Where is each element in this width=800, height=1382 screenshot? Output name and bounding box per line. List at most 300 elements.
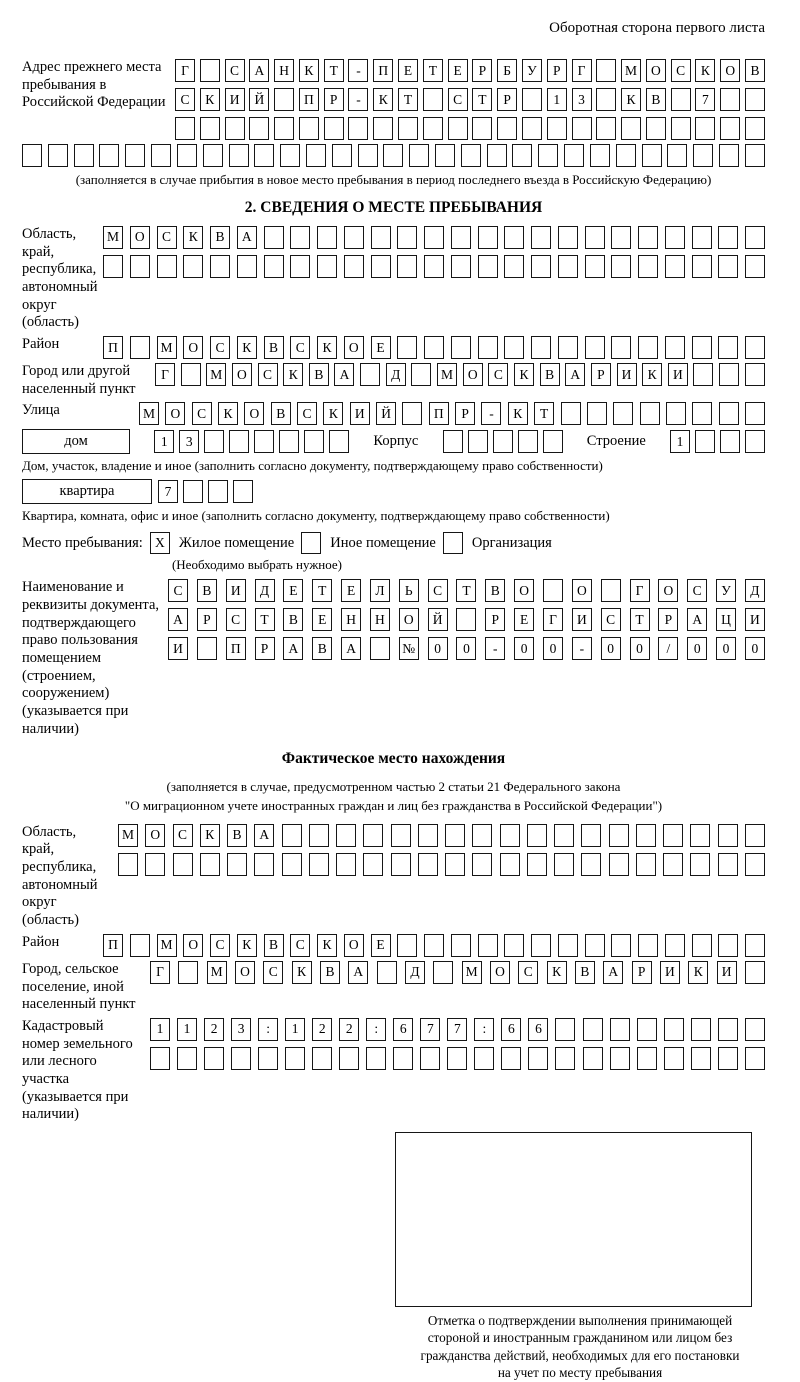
char-cell: 1 — [547, 88, 567, 111]
char-cell: Д — [386, 363, 406, 386]
actual-location-note-line-1: (заполняется в случае, предусмотренном частью 2 статьи 21 Федерального закона — [166, 779, 621, 795]
char-cell: С — [290, 934, 310, 957]
char-cell — [745, 117, 765, 140]
char-cell — [596, 59, 616, 82]
char-cell — [666, 402, 686, 425]
house-note: Дом, участок, владение и иное (заполнить согласно документу, подтверждающему право собственности) — [22, 458, 603, 474]
char-cell — [718, 255, 738, 278]
district-line — [103, 336, 765, 359]
char-cell — [478, 226, 498, 249]
char-cell: 0 — [630, 637, 650, 660]
char-cell: В — [646, 88, 666, 111]
char-cell — [177, 1047, 197, 1070]
char-cell — [208, 480, 228, 503]
char-cell: П — [226, 637, 246, 660]
char-cell: М — [118, 824, 138, 847]
char-cell — [360, 363, 380, 386]
char-cell: Н — [274, 59, 294, 82]
char-cell — [555, 1018, 575, 1041]
char-cell: В — [283, 608, 303, 631]
char-cell — [497, 117, 517, 140]
char-cell — [383, 144, 403, 167]
char-cell: О — [572, 579, 592, 602]
char-cell — [418, 824, 438, 847]
char-cell — [197, 637, 217, 660]
char-cell: С — [297, 402, 317, 425]
char-cell — [309, 824, 329, 847]
char-cell — [745, 226, 765, 249]
char-cell: С — [448, 88, 468, 111]
char-cell — [531, 934, 551, 957]
char-cell — [504, 934, 524, 957]
char-cell: 1 — [154, 430, 174, 453]
option-residential-label: Жилое помещение — [178, 534, 295, 551]
char-cell — [665, 226, 685, 249]
char-cell: 6 — [501, 1018, 521, 1041]
char-cell: 0 — [716, 637, 736, 660]
char-cell — [719, 144, 739, 167]
prev-address-line-1 — [175, 59, 765, 82]
char-cell — [448, 117, 468, 140]
char-cell: 1 — [285, 1018, 305, 1041]
char-cell — [118, 853, 138, 876]
char-cell — [274, 117, 294, 140]
prev-address-line-4 — [22, 144, 765, 167]
char-cell — [420, 1047, 440, 1070]
char-cell — [637, 1047, 657, 1070]
char-cell — [472, 853, 492, 876]
document-line-1 — [168, 579, 765, 602]
char-cell — [638, 934, 658, 957]
char-cell: О — [344, 934, 364, 957]
char-cell: Г — [572, 59, 592, 82]
char-cell: Р — [197, 608, 217, 631]
char-cell — [690, 853, 710, 876]
char-cell: С — [210, 934, 230, 957]
char-cell — [690, 824, 710, 847]
char-cell: 7 — [420, 1018, 440, 1041]
char-cell: В — [264, 934, 284, 957]
char-cell: М — [206, 363, 226, 386]
char-cell — [254, 430, 274, 453]
prev-address-line-3 — [175, 117, 765, 140]
char-cell: Й — [376, 402, 396, 425]
char-cell — [103, 255, 123, 278]
char-cell: П — [103, 934, 123, 957]
fact-region-grid — [118, 824, 765, 876]
char-cell: К — [237, 934, 257, 957]
char-cell: С — [428, 579, 448, 602]
char-cell — [613, 402, 633, 425]
char-cell — [596, 117, 616, 140]
char-cell — [264, 226, 284, 249]
char-cell — [527, 853, 547, 876]
fact-district-row — [22, 934, 765, 957]
char-cell — [583, 1018, 603, 1041]
char-cell — [695, 117, 715, 140]
char-cell — [451, 255, 471, 278]
document-grid — [168, 579, 765, 660]
char-cell — [371, 255, 391, 278]
char-cell: И — [168, 637, 188, 660]
char-cell — [692, 336, 712, 359]
stamp-note-line-4: на учет по месту пребывания — [497, 1365, 663, 1381]
char-cell: Т — [630, 608, 650, 631]
char-cell: О — [244, 402, 264, 425]
char-cell: Е — [398, 59, 418, 82]
char-cell — [312, 1047, 332, 1070]
char-cell — [585, 336, 605, 359]
char-cell: С — [518, 961, 538, 984]
char-cell: Е — [341, 579, 361, 602]
char-cell — [590, 144, 610, 167]
char-cell — [304, 430, 324, 453]
char-cell: П — [429, 402, 449, 425]
char-cell: О — [344, 336, 364, 359]
document-line-3 — [168, 637, 765, 660]
char-cell — [249, 117, 269, 140]
char-cell: К — [292, 961, 312, 984]
char-cell — [642, 144, 662, 167]
char-cell — [231, 1047, 251, 1070]
city-row — [22, 363, 765, 398]
char-cell: У — [522, 59, 542, 82]
char-cell: В — [312, 637, 332, 660]
char-cell: 0 — [428, 637, 448, 660]
char-cell: 1 — [670, 430, 690, 453]
option-other-premises-label: Иное помещение — [330, 534, 436, 551]
char-cell — [616, 144, 636, 167]
actual-location-title: Фактическое место нахождения — [281, 750, 506, 768]
char-cell — [585, 226, 605, 249]
char-cell: К — [514, 363, 534, 386]
stay-type-row — [22, 532, 765, 554]
char-cell: Б — [497, 59, 517, 82]
char-cell — [282, 853, 302, 876]
char-cell — [558, 226, 578, 249]
char-cell: 0 — [514, 637, 534, 660]
char-cell: И — [572, 608, 592, 631]
char-cell: К — [508, 402, 528, 425]
char-cell: Й — [428, 608, 448, 631]
char-cell: К — [299, 59, 319, 82]
char-cell — [500, 824, 520, 847]
char-cell — [528, 1047, 548, 1070]
actual-location-note — [22, 778, 765, 814]
char-cell: Т — [456, 579, 476, 602]
char-cell — [309, 853, 329, 876]
char-cell — [667, 144, 687, 167]
char-cell: - — [348, 88, 368, 111]
char-cell — [363, 824, 383, 847]
char-cell — [638, 255, 658, 278]
char-cell: Н — [341, 608, 361, 631]
char-cell — [572, 117, 592, 140]
char-cell — [585, 255, 605, 278]
char-cell — [640, 402, 660, 425]
char-cell: О — [183, 934, 203, 957]
char-cell — [324, 117, 344, 140]
char-cell — [531, 255, 551, 278]
char-cell — [718, 226, 738, 249]
char-cell: 2 — [204, 1018, 224, 1041]
char-cell — [745, 363, 765, 386]
char-cell — [447, 1047, 467, 1070]
char-cell — [581, 853, 601, 876]
char-cell: В — [320, 961, 340, 984]
char-cell: С — [687, 579, 707, 602]
char-cell: А — [254, 824, 274, 847]
char-cell — [451, 934, 471, 957]
char-cell — [183, 255, 203, 278]
char-cell — [204, 1047, 224, 1070]
char-cell — [718, 934, 738, 957]
char-cell: Е — [448, 59, 468, 82]
char-cell: А — [348, 961, 368, 984]
char-cell: О — [646, 59, 666, 82]
char-cell: - — [572, 637, 592, 660]
char-cell — [370, 637, 390, 660]
char-cell — [363, 853, 383, 876]
char-cell — [493, 430, 513, 453]
char-cell — [646, 117, 666, 140]
char-cell: М — [621, 59, 641, 82]
char-cell — [478, 934, 498, 957]
street-label: Улица — [22, 402, 60, 419]
char-cell — [718, 853, 738, 876]
char-cell: 0 — [601, 637, 621, 660]
char-cell: 3 — [231, 1018, 251, 1041]
char-cell — [610, 1047, 630, 1070]
char-cell: К — [283, 363, 303, 386]
char-cell — [596, 88, 616, 111]
char-cell — [745, 255, 765, 278]
char-cell: 1 — [150, 1018, 170, 1041]
char-cell — [424, 226, 444, 249]
char-cell — [663, 824, 683, 847]
char-cell — [130, 336, 150, 359]
char-cell — [555, 1047, 575, 1070]
char-cell: С — [225, 59, 245, 82]
char-cell — [474, 1047, 494, 1070]
char-cell: А — [237, 226, 257, 249]
char-cell — [718, 1047, 738, 1070]
char-cell: Т — [472, 88, 492, 111]
document-label: Наименование и реквизиты документа, подтверждающего право пользования помещением (строением, сооружением) (указывается при наличии) — [22, 579, 159, 737]
section2-title: 2. СВЕДЕНИЯ О МЕСТЕ ПРЕБЫВАНИЯ — [244, 198, 543, 216]
char-cell: 2 — [312, 1018, 332, 1041]
char-cell — [693, 144, 713, 167]
char-cell: : — [366, 1018, 386, 1041]
char-cell — [290, 226, 310, 249]
char-cell — [554, 853, 574, 876]
prev-address-row — [22, 59, 765, 140]
char-cell — [543, 430, 563, 453]
char-cell — [254, 144, 274, 167]
char-cell: Р — [547, 59, 567, 82]
region-line-2 — [103, 255, 765, 278]
char-cell — [445, 824, 465, 847]
char-cell: О — [490, 961, 510, 984]
char-cell: К — [237, 336, 257, 359]
char-cell: 0 — [543, 637, 563, 660]
house-type-box: дом — [22, 429, 130, 454]
char-cell — [373, 117, 393, 140]
char-cell — [125, 144, 145, 167]
char-cell: Р — [255, 637, 275, 660]
char-cell: Р — [591, 363, 611, 386]
char-cell — [443, 430, 463, 453]
char-cell — [691, 1047, 711, 1070]
char-cell: И — [350, 402, 370, 425]
char-cell: Е — [514, 608, 534, 631]
char-cell: К — [200, 88, 220, 111]
char-cell — [336, 824, 356, 847]
char-cell — [229, 144, 249, 167]
checkbox-organization — [443, 532, 463, 554]
char-cell: У — [716, 579, 736, 602]
char-cell — [285, 1047, 305, 1070]
char-cell — [48, 144, 68, 167]
char-cell — [745, 824, 765, 847]
char-cell — [472, 824, 492, 847]
option-organization-label: Организация — [471, 534, 552, 551]
char-cell: В — [210, 226, 230, 249]
char-cell: М — [103, 226, 123, 249]
char-cell: А — [334, 363, 354, 386]
char-cell: : — [258, 1018, 278, 1041]
fact-district-line — [103, 934, 765, 957]
region-label: Область, край, республика, автономный округ (область) — [22, 225, 98, 331]
char-cell: С — [157, 226, 177, 249]
char-cell — [611, 226, 631, 249]
checkbox-other-premises — [301, 532, 321, 554]
char-cell: О — [183, 336, 203, 359]
char-cell — [745, 961, 765, 984]
char-cell — [487, 144, 507, 167]
char-cell — [720, 88, 740, 111]
char-cell: С — [173, 824, 193, 847]
region-grid — [103, 226, 765, 278]
char-cell: - — [348, 59, 368, 82]
char-cell: Т — [423, 59, 443, 82]
char-cell — [720, 117, 740, 140]
char-cell — [397, 336, 417, 359]
char-cell — [456, 608, 476, 631]
char-cell — [621, 117, 641, 140]
char-cell: 0 — [745, 637, 765, 660]
char-cell — [233, 480, 253, 503]
char-cell — [472, 117, 492, 140]
char-cell — [258, 1047, 278, 1070]
stamp-box — [395, 1132, 752, 1307]
char-cell: И — [717, 961, 737, 984]
district-row — [22, 336, 765, 359]
char-cell — [637, 1018, 657, 1041]
char-cell: О — [232, 363, 252, 386]
char-cell — [554, 824, 574, 847]
char-cell: И — [660, 961, 680, 984]
char-cell: П — [373, 59, 393, 82]
char-cell: Ц — [716, 608, 736, 631]
char-cell — [290, 255, 310, 278]
char-cell — [402, 402, 422, 425]
char-cell — [409, 144, 429, 167]
char-cell — [145, 853, 165, 876]
char-cell — [718, 824, 738, 847]
char-cell — [512, 144, 532, 167]
char-cell — [178, 961, 198, 984]
char-cell — [336, 853, 356, 876]
char-cell: А — [283, 637, 303, 660]
char-cell: С — [168, 579, 188, 602]
street-line — [139, 402, 765, 425]
fact-region-line-2 — [118, 853, 765, 876]
char-cell — [611, 934, 631, 957]
char-cell: В — [485, 579, 505, 602]
fact-city-line — [150, 961, 765, 984]
char-cell — [692, 255, 712, 278]
char-cell — [22, 144, 42, 167]
stamp-note-line-2: стороной и иностранным гражданином или лицом без — [427, 1330, 733, 1346]
char-cell — [636, 824, 656, 847]
stroenie-cells — [670, 430, 765, 453]
char-cell — [692, 226, 712, 249]
char-cell — [175, 117, 195, 140]
stay-type-label: Место пребывания: — [22, 534, 143, 551]
char-cell: К — [373, 88, 393, 111]
char-cell: О — [130, 226, 150, 249]
char-cell — [424, 934, 444, 957]
char-cell — [745, 144, 765, 167]
char-cell: Е — [371, 336, 391, 359]
char-cell: Г — [630, 579, 650, 602]
char-cell: О — [399, 608, 419, 631]
cadastre-line-1 — [150, 1018, 765, 1041]
char-cell — [200, 853, 220, 876]
char-cell — [504, 336, 524, 359]
page-side-note: Оборотная сторона первого листа — [549, 20, 765, 36]
char-cell — [671, 88, 691, 111]
char-cell: К — [688, 961, 708, 984]
char-cell — [478, 255, 498, 278]
char-cell — [299, 117, 319, 140]
char-cell: С — [210, 336, 230, 359]
char-cell — [543, 579, 563, 602]
char-cell — [531, 226, 551, 249]
char-cell — [663, 853, 683, 876]
actual-location-note-line-2: "О миграционном учете иностранных граждан и лиц без гражданства в Российской Федерации") — [124, 797, 663, 813]
char-cell: 7 — [158, 480, 178, 503]
char-cell — [344, 255, 364, 278]
fact-region-row — [22, 824, 765, 930]
char-cell: Г — [543, 608, 563, 631]
char-cell — [538, 144, 558, 167]
district-label: Район — [22, 336, 60, 353]
char-cell — [745, 430, 765, 453]
char-cell — [339, 1047, 359, 1070]
char-cell — [638, 336, 658, 359]
char-cell — [264, 255, 284, 278]
stamp-note — [395, 1312, 765, 1382]
char-cell: И — [226, 579, 246, 602]
char-cell — [665, 336, 685, 359]
checkbox-residential: X — [150, 532, 170, 554]
char-cell: К — [183, 226, 203, 249]
char-cell: А — [249, 59, 269, 82]
char-cell — [692, 934, 712, 957]
char-cell: О — [463, 363, 483, 386]
